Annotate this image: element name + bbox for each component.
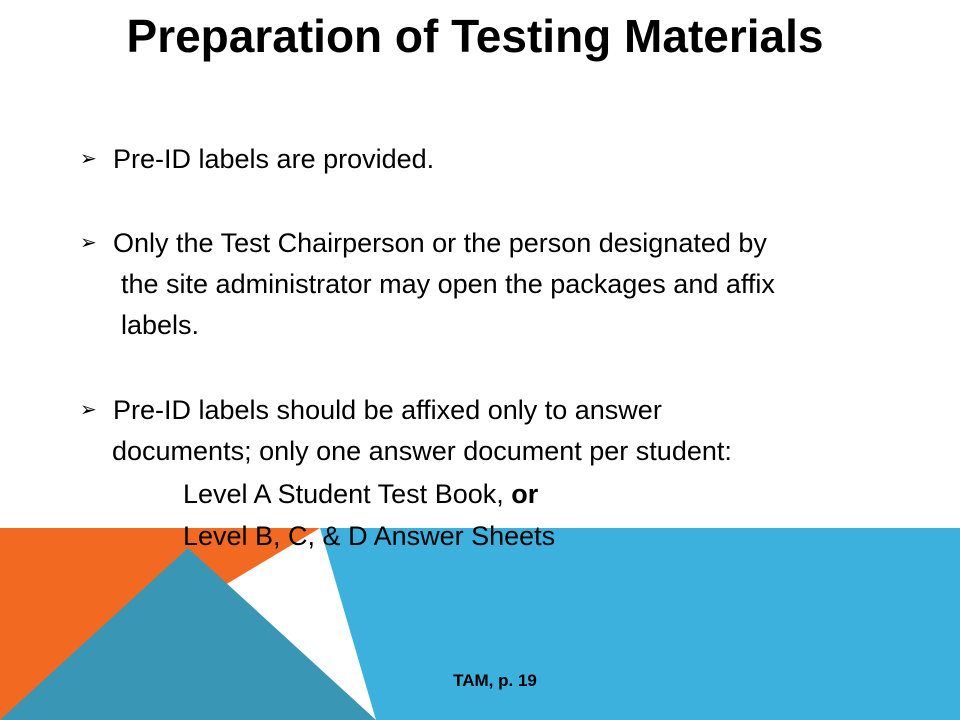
bullet-3-line-2: documents; only one answer document per student: xyxy=(112,436,732,466)
sub-item-1 xyxy=(183,477,538,511)
sub-item-2: Level B, C, & D Answer Sheets xyxy=(183,521,556,551)
footer-reference: TAM, p. 19 xyxy=(453,671,537,690)
bullet-arrow-icon: ➢ xyxy=(80,232,97,254)
bullet-2-line-2: the site administrator may open the packages and affix xyxy=(121,269,775,299)
bullet-arrow-icon: ➢ xyxy=(80,148,97,170)
bullet-2-line-1: Only the Test Chairperson or the person designated by xyxy=(113,228,767,258)
sub-item-1-emphasis: or xyxy=(511,479,539,509)
bullet-1-line-1: Pre-ID labels are provided. xyxy=(113,144,435,174)
bullet-arrow-icon: ➢ xyxy=(80,399,97,421)
slide-title: Preparation of Testing Materials xyxy=(126,10,824,62)
sub-item-1-text: Level A Student Test Book, xyxy=(183,479,512,509)
bullet-2-line-3: labels. xyxy=(121,310,200,340)
bullet-3-line-1: Pre-ID labels should be affixed only to answer xyxy=(113,395,662,425)
